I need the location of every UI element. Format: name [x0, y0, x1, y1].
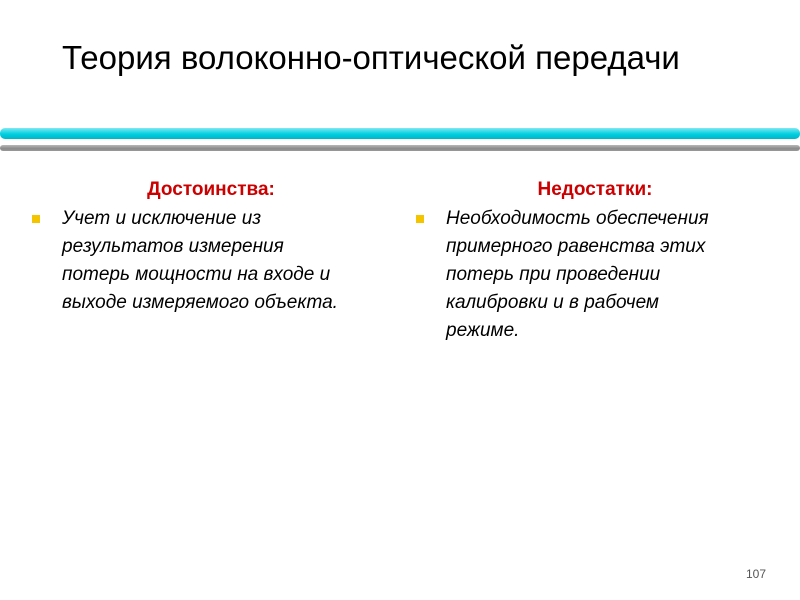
bullet-square-icon: [416, 215, 424, 223]
advantages-bullet-text: [62, 205, 396, 317]
disadvantages-bullet: [410, 205, 780, 345]
advantages-heading: Достоинства:: [147, 179, 275, 200]
bullet-line: режиме.: [446, 320, 520, 341]
bullet-square-icon: [32, 215, 40, 223]
bullet-line: Необходимость обеспечения: [446, 208, 709, 229]
disadvantages-heading: Недостатки:: [537, 179, 653, 200]
bullet-line: примерного равенства этих: [446, 236, 706, 257]
bullet-line: потерь мощности на входе и: [62, 264, 331, 285]
bullet-line: результатов измерения: [62, 236, 284, 257]
bullet-line: калибровки и в рабочем: [446, 292, 659, 313]
bullet-line: потерь при проведении: [446, 264, 661, 285]
disadvantages-column: [410, 178, 780, 345]
bullet-line: Учет и исключение из: [62, 208, 262, 229]
bullet-line: выходе измеряемого объекта.: [62, 292, 338, 313]
title-divider-gray: [0, 145, 800, 151]
title-divider-cyan: [0, 128, 800, 139]
page-number: 107: [745, 567, 766, 581]
advantages-column: [26, 178, 396, 317]
disadvantages-bullet-text: [446, 205, 780, 345]
slide-title: Теория волоконно-оптической передачи: [62, 39, 680, 76]
advantages-bullet: [26, 205, 396, 317]
